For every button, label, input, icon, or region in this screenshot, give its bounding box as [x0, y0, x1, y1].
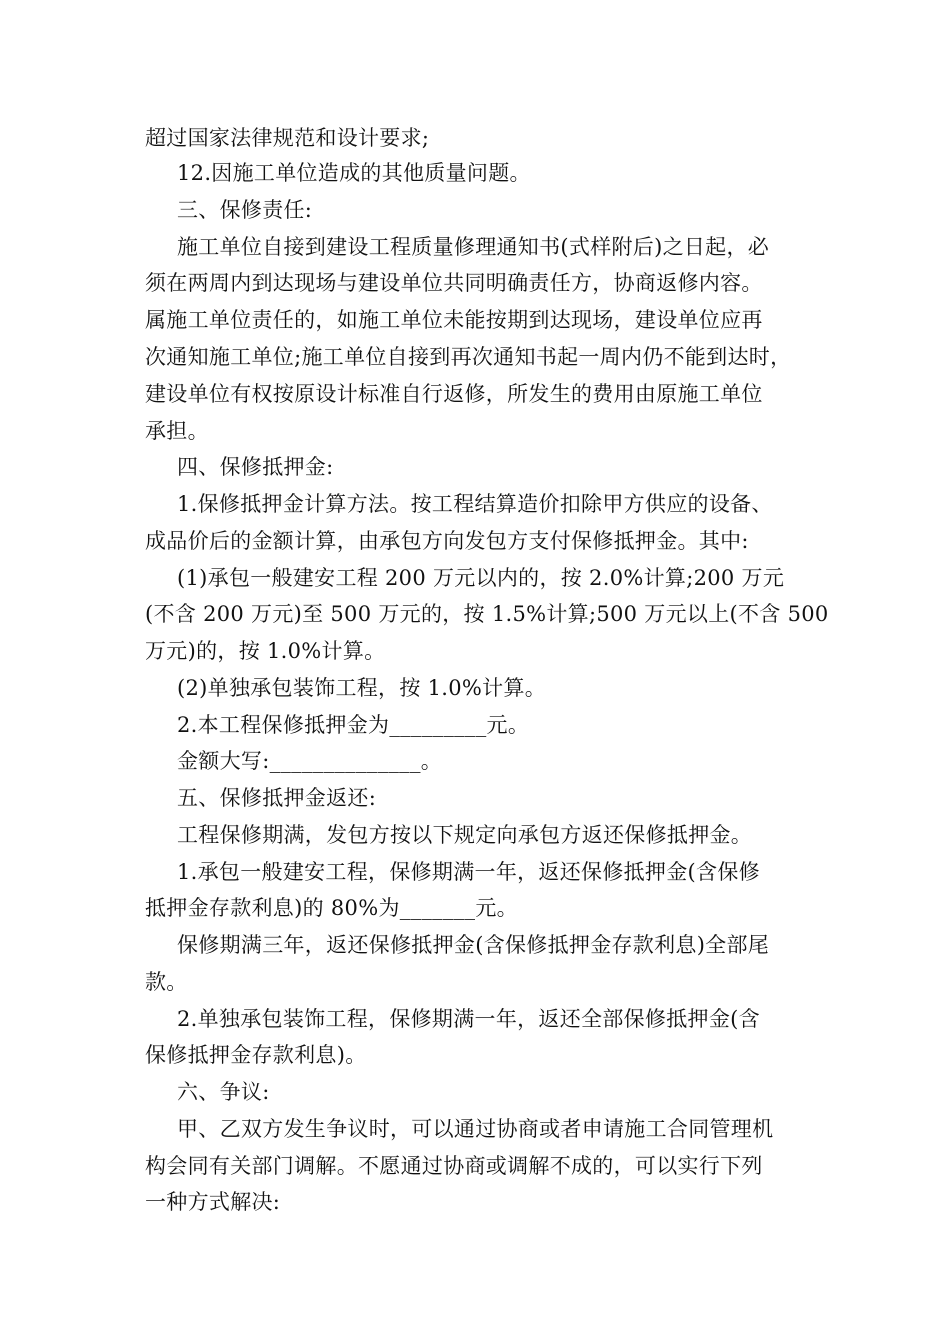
text-line: 2.单独承包装饰工程，保修期满一年，返还全部保修抵押金(含: [177, 1007, 760, 1031]
text-line: 成品价后的金额计算，由承包方向发包方支付保修抵押金。其中:: [145, 529, 749, 553]
section-heading: 六、争议:: [177, 1080, 270, 1104]
text-line: 1.保修抵押金计算方法。按工程结算造价扣除甲方供应的设备、: [177, 492, 773, 516]
section-heading: 五、保修抵押金返还:: [177, 786, 377, 810]
text-line: 施工单位自接到建设工程质量修理通知书(式样附后)之日起，必: [177, 235, 770, 259]
text-line: 保修抵押金存款利息)。: [145, 1043, 367, 1067]
text-line: 保修期满三年，返还保修抵押金(含保修抵押金存款利息)全部尾: [177, 933, 770, 957]
text-line: 12.因施工单位造成的其他质量问题。: [177, 161, 531, 185]
section-heading: 三、保修责任:: [177, 198, 313, 222]
text-line: 金额大写:______________。: [177, 749, 443, 773]
text-line: 超过国家法律规范和设计要求;: [145, 126, 430, 150]
text-line: 工程保修期满，发包方按以下规定向承包方返还保修抵押金。: [177, 823, 753, 847]
text-line: 须在两周内到达现场与建设单位共同明确责任方，协商返修内容。: [145, 271, 763, 295]
text-line: 款。: [145, 970, 188, 994]
text-line: 建设单位有权按原设计标准自行返修，所发生的费用由原施工单位: [145, 382, 763, 406]
text-line: 1.承包一般建安工程，保修期满一年，返还保修抵押金(含保修: [177, 860, 760, 884]
text-line: (不含 200 万元)至 500 万元的，按 1.5%计算;500 万元以上(不含 500: [145, 602, 829, 626]
text-line: 一种方式解决:: [145, 1190, 281, 1214]
text-line: 甲、乙双方发生争议时，可以通过协商或者申请施工合同管理机: [177, 1117, 774, 1141]
section-heading: 四、保修抵押金:: [177, 455, 334, 479]
text-line: 构会同有关部门调解。不愿通过协商或调解不成的，可以实行下列: [145, 1154, 763, 1178]
text-line: 承担。: [145, 419, 209, 443]
text-line: (1)承包一般建安工程 200 万元以内的，按 2.0%计算;200 万元: [177, 566, 785, 590]
text-line: (2)单独承包装饰工程，按 1.0%计算。: [177, 676, 547, 700]
text-line: 2.本工程保修抵押金为_________元。: [177, 713, 530, 737]
text-line: 万元)的，按 1.0%计算。: [145, 639, 386, 663]
text-line: 次通知施工单位;施工单位自接到再次通知书起一周内仍不能到达时，: [145, 345, 792, 369]
text-line: 属施工单位责任的，如施工单位未能按期到达现场，建设单位应再: [145, 308, 763, 332]
text-line: 抵押金存款利息)的 80%为_______元。: [145, 896, 518, 920]
